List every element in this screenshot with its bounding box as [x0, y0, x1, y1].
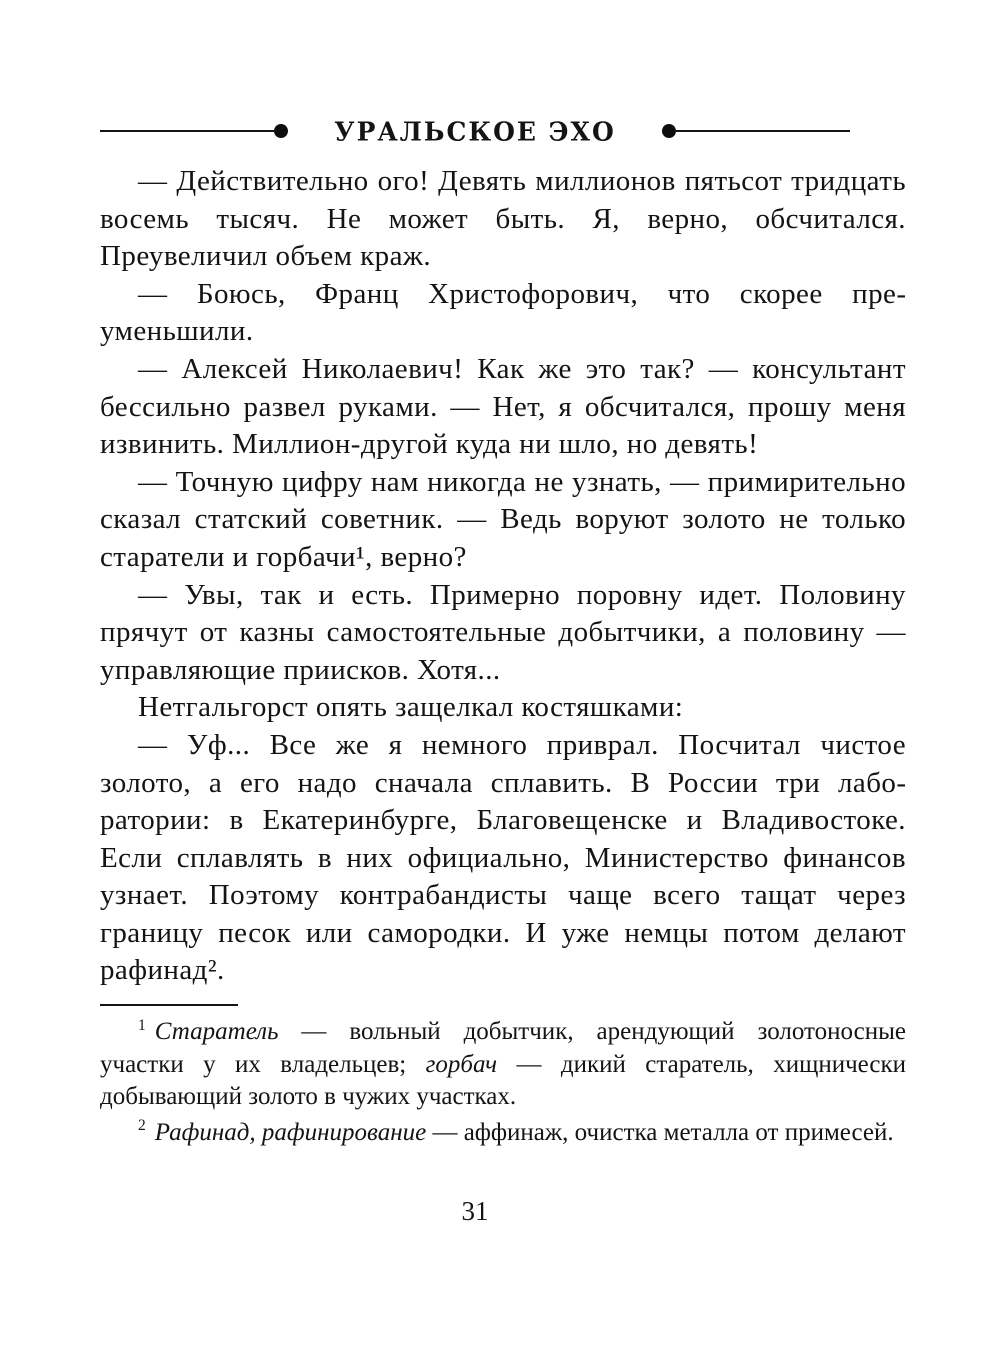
header-rule-right — [662, 124, 850, 138]
header-dot-left — [274, 124, 288, 138]
footnote-marker-2: 2 — [138, 1117, 146, 1135]
footnote-1-text-1: — вольный добытчик, арендующий золотоносные участки у их владельцев; — [100, 1018, 906, 1078]
footnote-2-term: Рафинад, рафинирование — [154, 1118, 427, 1146]
footnote-2 — [100, 1117, 906, 1150]
paragraph-3: — Алексей Николаевич! Как же это так? — консультант бессильно развел руками. — Нет, я обсчитался, прошу меня извинить. Миллион-другой куда ни шло, но девять! — [100, 352, 906, 461]
footnotes — [100, 1004, 906, 1149]
paragraph-4: — Точную цифру нам никогда не узнать, — примирительно сказал статский советник. — Ведь воруют золото не только старатели и горбачи¹, верно? — [100, 465, 906, 573]
footnote-1-text-2: — дикий старатель, хищнически добывающий золото в чужих участках. — [100, 1050, 907, 1110]
footnote-1 — [100, 1016, 906, 1114]
page-number: 31 — [461, 1196, 489, 1226]
header-line-left — [100, 130, 274, 132]
footnote-1-term-2: горбач — [425, 1050, 498, 1078]
header-line-right — [676, 130, 850, 132]
page-footer — [100, 1196, 850, 1227]
footnote-2-text: — аффинаж, очистка металла от примесей. — [426, 1118, 894, 1146]
page-body — [100, 163, 906, 990]
paragraph-2: — Боюсь, Франц Христофорович, что скорее преуменьшили. — [100, 277, 906, 348]
paragraph-1: — Действительно ого! Девять миллионов пятьсот тридцать восемь тысяч. Не может быть. Я, верно, обсчитался. Преувеличил объем краж. — [100, 165, 906, 273]
running-header — [100, 114, 850, 148]
paragraph-6: Нетгальгорст опять защелкал костяшками: — [138, 691, 684, 724]
paragraph-5: — Увы, так и есть. Примерно поровну идет. Половину прячут от казны самостоятельные добытчики, а половину — управляющие приисков. Хотя... — [100, 578, 906, 686]
footnote-1-term-1: Старатель — [154, 1018, 279, 1045]
book-title: УРАЛЬСКОЕ ЭХО — [334, 115, 616, 147]
header-rule-left — [100, 124, 288, 138]
header-dot-right — [662, 124, 676, 138]
paragraph-7: — Уф... Все же я немного приврал. Посчитал чистое золото, а его надо сначала сплавить. В России три лаборатории: в Екатеринбурге, Благовещенске и Владивостоке. Если сплавлять в них официально, Министерство финансов узнает. Поэтому контрабандисты чаще всего тащат через границу песок или самородки. И уже немцы потом делают рафинад². — [100, 728, 906, 987]
footnote-separator — [100, 1004, 238, 1006]
footnote-marker-1: 1 — [138, 1016, 146, 1034]
